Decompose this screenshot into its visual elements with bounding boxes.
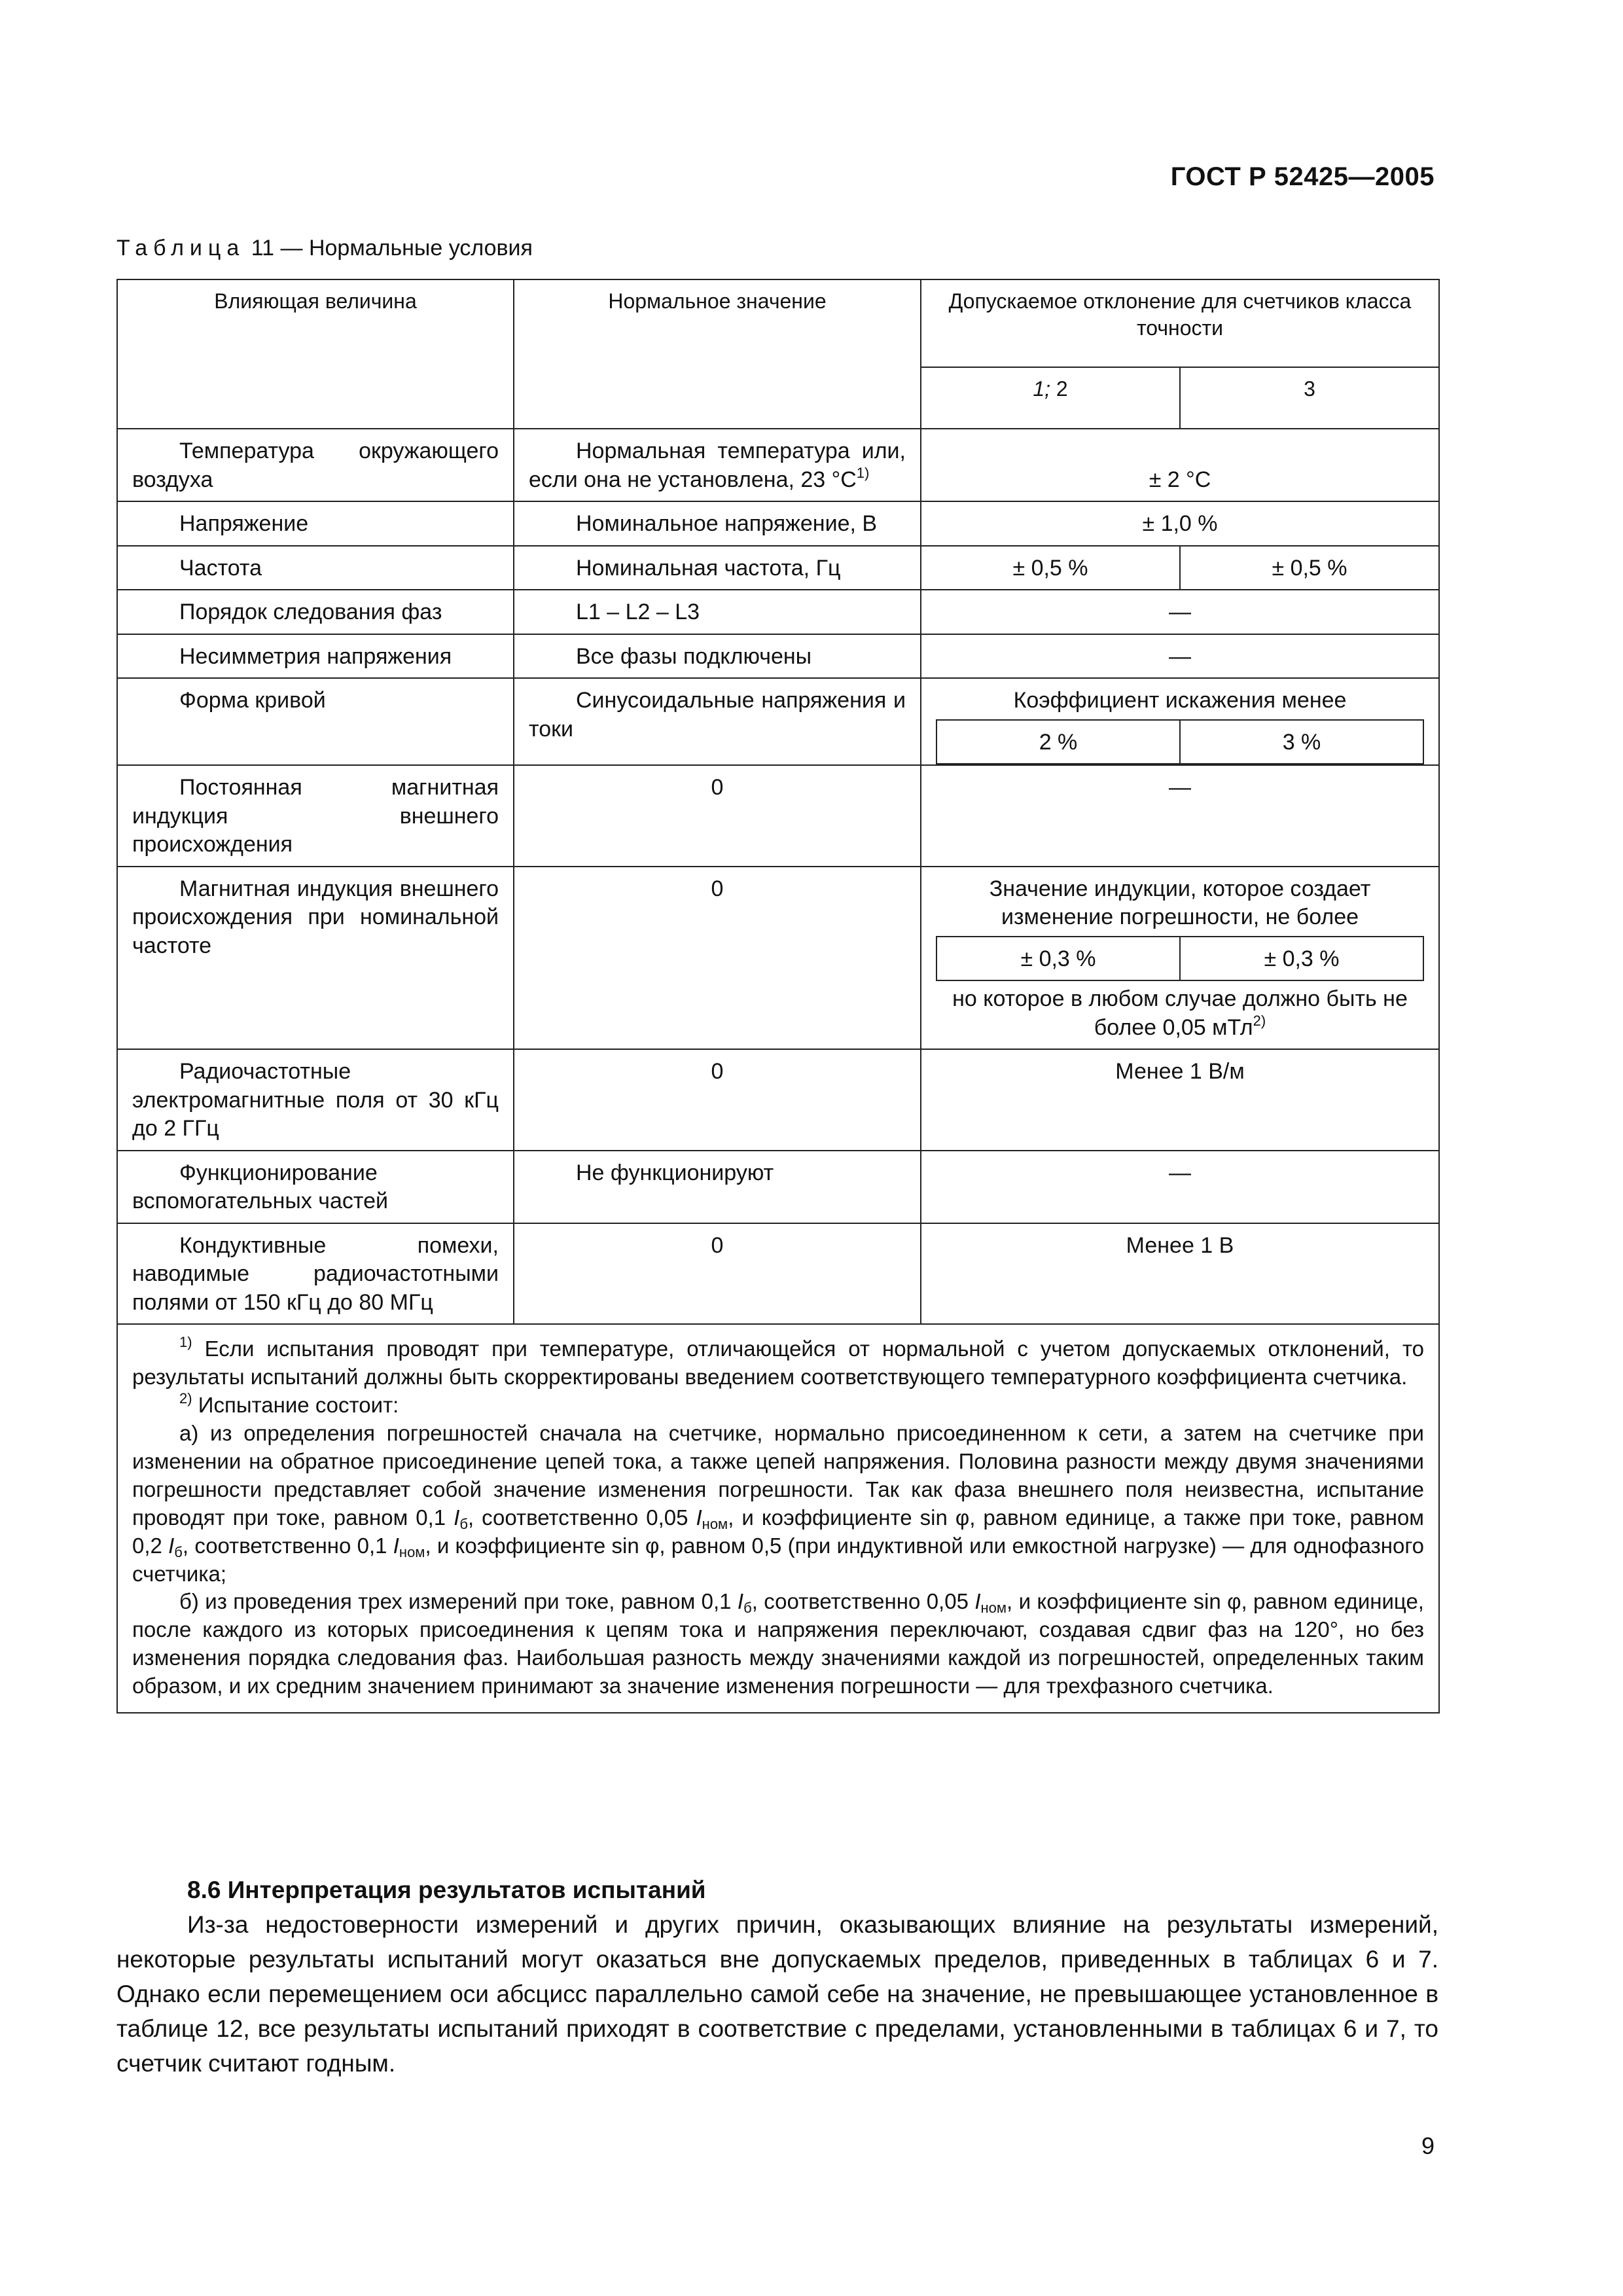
distortion-label: Коэффициент искажения менее	[1013, 688, 1347, 713]
row-normal: Номинальное напряжение, В	[514, 501, 921, 546]
item-a-text: , и коэффициенте sin φ, равном 0,5 (при индуктивной или емкостной нагрузке) — для однофазного счетчика;	[132, 1533, 1424, 1586]
section-8-6	[116, 1873, 1438, 2081]
table-row	[117, 678, 1439, 765]
normal-conditions-table	[116, 279, 1440, 1713]
row-name: Частота	[117, 546, 514, 590]
footnote-ref-1: 1)	[856, 464, 870, 481]
footnote-1-text: Если испытания проводят при температуре, отличающейся от нормальной с учетом допускаемых отклонений, то результаты испытаний должны быть скорректированы введением соответствующего температурного коэффициента счетчика.	[132, 1336, 1424, 1390]
table-row	[117, 765, 1439, 867]
table-caption	[116, 236, 533, 261]
table-row	[117, 590, 1439, 634]
table-row	[117, 501, 1439, 546]
row-deviation: —	[921, 1151, 1439, 1223]
footnote-2-mark: 2)	[179, 1390, 192, 1407]
row-normal-text: Нормальная температура или, если она не установлена, 23 °С	[529, 439, 906, 492]
row-deviation	[921, 678, 1439, 765]
row-name: Радиочастотные электромагнитные поля от 30 кГц до 2 ГГц	[117, 1049, 514, 1151]
header-normal-value: Нормальное значение	[514, 279, 921, 429]
row-name: Напряжение	[117, 501, 514, 546]
table-row	[117, 634, 1439, 679]
subscript-b: б	[743, 1600, 752, 1617]
table-notes	[117, 1324, 1439, 1713]
induction-label: Значение индукции, которое создает изменение погрешности, не более	[989, 876, 1371, 930]
row-normal: 0	[514, 765, 921, 867]
table-row	[117, 1049, 1439, 1151]
header-class-2: 2	[1050, 377, 1068, 401]
subscript-nom: ном	[702, 1515, 728, 1532]
row-normal: Номинальная частота, Гц	[514, 546, 921, 590]
row-deviation	[921, 867, 1439, 1050]
item-b-text: , и коэффициенте sin φ, равном единице, после каждого из которых присоединения к цепям тока и напряжения переключают, создавая сдвиг фаз на 120°, но без изменения порядка следования фаз. Наибольшая разность между значениями каждой из погрешностей, определенных таким образом, и их средним значением принимают за значение изменения погрешности — для трехфазного счетчика.	[132, 1589, 1424, 1698]
table-row	[117, 867, 1439, 1050]
header-class-1-2	[921, 367, 1180, 429]
symbol-i: I	[168, 1533, 175, 1558]
row-normal	[514, 429, 921, 501]
distortion-class-1-2: 2 %	[936, 720, 1180, 764]
row-name: Несимметрия напряжения	[117, 634, 514, 679]
induction-class-1-2: ± 0,3 %	[936, 937, 1180, 981]
distortion-class-3: 3 %	[1180, 720, 1423, 764]
section-paragraph: Из-за недостоверности измерений и других причин, оказывающих влияние на результаты измерений, некоторые результаты испытаний могут оказаться вне допускаемых пределов, приведенных в таблицах 6 и 7. Однако если перемещением оси абсцисс параллельно самой себе на значение, не превышающее установленное в таблице 12, все результаты испытаний приходят в соответствие с пределами, установленными в таблицах 6 и 7, то счетчик считают годным.	[116, 1910, 1438, 2077]
row-name: Порядок следования фаз	[117, 590, 514, 634]
symbol-i: I	[454, 1505, 460, 1530]
item-a-text: , соответственно 0,05	[467, 1505, 696, 1530]
footnote-2-text: Испытание состоит:	[192, 1393, 399, 1418]
document-code: ГОСТ Р 52425—2005	[1170, 162, 1435, 191]
row-deviation: Менее 1 В	[921, 1223, 1439, 1325]
table-notes-row	[117, 1324, 1439, 1713]
row-name: Кондуктивные помехи, наводимые радиочастотными полями от 150 кГц до 80 МГц	[117, 1223, 514, 1325]
footnote-ref-2: 2)	[1253, 1012, 1266, 1029]
footnote-2-item-a	[132, 1420, 1424, 1588]
table-row	[117, 1151, 1439, 1223]
row-normal: L1 – L2 – L3	[514, 590, 921, 634]
row-normal: 0	[514, 1049, 921, 1151]
header-class-3: 3	[1180, 367, 1439, 429]
row-deviation: Менее 1 В/м	[921, 1049, 1439, 1151]
row-name: Постоянная магнитная индукция внешнего происхождения	[117, 765, 514, 867]
subscript-b: б	[174, 1543, 183, 1560]
table-caption-label: Таблица	[116, 236, 245, 260]
item-b-text: , соответственно 0,05	[751, 1589, 975, 1614]
induction-split	[936, 936, 1424, 982]
row-name: Форма кривой	[117, 678, 514, 765]
symbol-i: I	[696, 1505, 702, 1530]
symbol-i: I	[974, 1589, 981, 1614]
row-normal: Все фазы подключены	[514, 634, 921, 679]
row-deviation: —	[921, 634, 1439, 679]
header-deviation: Допускаемое отклонение для счетчиков класса точности	[921, 279, 1439, 367]
row-normal: Синусоидальные напряжения и токи	[514, 678, 921, 765]
distortion-split	[936, 719, 1424, 765]
row-name: Магнитная индукция внешнего происхождения при номинальной частоте	[117, 867, 514, 1050]
footnote-1-mark: 1)	[179, 1334, 192, 1351]
row-deviation: ± 1,0 %	[921, 501, 1439, 546]
row-deviation: —	[921, 765, 1439, 867]
header-class-1: 1;	[1033, 377, 1050, 401]
section-title: 8.6 Интерпретация результатов испытаний	[187, 1876, 706, 1903]
induction-class-3: ± 0,3 %	[1180, 937, 1423, 981]
footnote-2-item-b	[132, 1588, 1424, 1700]
symbol-i: I	[737, 1589, 744, 1614]
item-b-text: б) из проведения трех измерений при токе, равном 0,1	[179, 1589, 738, 1614]
footnote-2	[132, 1391, 1424, 1420]
item-a-text: , соответственно 0,1	[182, 1533, 393, 1558]
row-deviation-class-1-2: ± 0,5 %	[921, 546, 1180, 590]
row-normal: 0	[514, 867, 921, 1050]
header-influence: Влияющая величина	[117, 279, 514, 429]
table-caption-title: 11 — Нормальные условия	[245, 236, 533, 260]
row-normal: Не функционируют	[514, 1151, 921, 1223]
row-deviation-class-3: ± 0,5 %	[1180, 546, 1439, 590]
table-row	[117, 1223, 1439, 1325]
item-a-text: а) из определения погрешностей сначала на счетчике, нормально присоединенном к сети, а затем на счетчике при изменении на обратное присоединение цепей тока, а также цепей напряжения. Половина разности между двумя значениями погрешности представляет собой значение изменения погрешности. Так как фаза внешнего поля неизвестна, испытание проводят при токе, равном 0,1	[132, 1421, 1424, 1530]
footnote-1	[132, 1335, 1424, 1391]
induction-note-text: но которое в любом случае должно быть не более 0,05 мТл	[952, 986, 1408, 1040]
subscript-nom: ном	[399, 1543, 425, 1560]
row-name: Функционирование вспомогательных частей	[117, 1151, 514, 1223]
table-row	[117, 429, 1439, 501]
subscript-nom: ном	[980, 1600, 1007, 1617]
row-deviation: ± 2 °С	[921, 429, 1439, 501]
item-a-text: , и коэффициенте sin φ, равном единице, а также при токе, равном 0,2	[132, 1505, 1424, 1558]
row-normal: 0	[514, 1223, 921, 1325]
symbol-i: I	[393, 1533, 399, 1558]
table-row	[117, 546, 1439, 590]
page-number: 9	[1421, 2132, 1435, 2159]
subscript-b: б	[459, 1515, 468, 1532]
induction-note	[936, 985, 1424, 1042]
row-deviation: —	[921, 590, 1439, 634]
row-name: Температура окружающего воздуха	[117, 429, 514, 501]
